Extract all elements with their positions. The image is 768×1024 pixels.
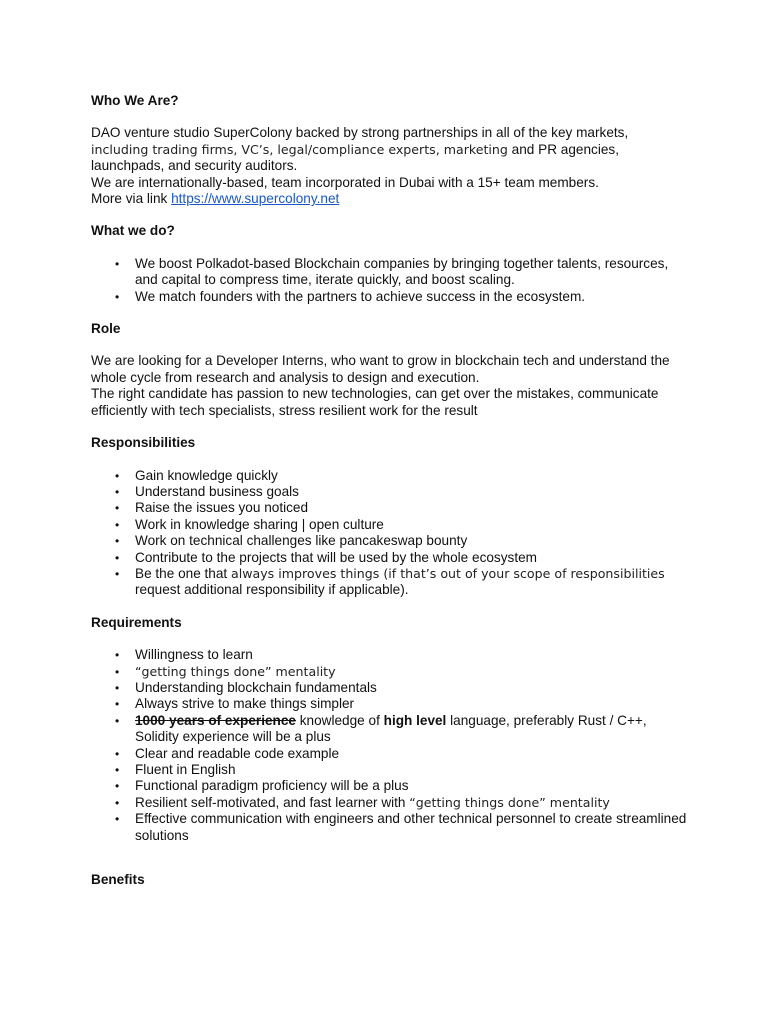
list-item: • Work in knowledge sharing | open culture: [115, 516, 384, 532]
requirements-list: [91, 647, 691, 844]
supercolony-link[interactable]: https://www.supercolony.net: [171, 191, 340, 207]
who-link-prefix: More via link: [91, 191, 172, 207]
bullet-icon: •: [115, 517, 120, 532]
bullet-icon: •: [115, 256, 120, 271]
bullet-icon: •: [115, 779, 120, 794]
list-item: • “getting things done” mentality: [115, 663, 336, 679]
requirements-heading: Requirements: [91, 614, 182, 630]
bullet-icon: •: [115, 289, 120, 304]
list-item: • Raise the issues you noticed: [115, 500, 309, 516]
who-line-1: DAO venture studio SuperColony backed by strong partnerships in all of the key markets,: [91, 125, 629, 141]
what-we-do-list: [91, 256, 691, 305]
list-item: • Contribute to the projects that will be used by the whole ecosystem: [115, 549, 537, 565]
bullet-icon: •: [115, 812, 120, 827]
bullet-icon: •: [115, 550, 120, 565]
bullet-icon: •: [115, 680, 120, 695]
responsibilities-list: [91, 468, 691, 599]
list-item: • We boost Polkadot-based Blockchain companies by bringing together talents, resources, and capital to compress time, iterate quickly, and boost scaling.: [115, 255, 669, 288]
bullet-icon: •: [115, 713, 120, 728]
benefits-heading: Benefits: [91, 872, 145, 888]
bullet-icon: •: [115, 468, 120, 483]
list-item: • Work on technical challenges like pancakeswap bounty: [115, 533, 468, 549]
role-paragraph-1: We are looking for a Developer Interns, who want to grow in blockchain tech and understand the whole cycle from research and analysis to design and execution.: [91, 353, 670, 385]
bullet-icon: •: [115, 648, 120, 663]
who-line-2-a: including trading firms, VC’s, legal/compliance experts, marketing: [91, 141, 508, 157]
who-line-2-b: and PR agencies,: [507, 141, 619, 157]
responsibilities-heading: Responsibilities: [91, 435, 196, 451]
bullet-icon: •: [115, 566, 120, 581]
who-line-4: We are internationally-based, team incorporated in Dubai with a 15+ team members.: [91, 174, 599, 190]
list-item: • Understand business goals: [115, 483, 299, 499]
who-line-5: [91, 191, 691, 207]
role-heading: Role: [91, 321, 121, 337]
role-paragraph-2: The right candidate has passion to new technologies, can get over the mistakes, communicate efficiently with tech specialists, stress resilient work for the result: [91, 386, 659, 418]
list-item: • Willingness to learn: [115, 647, 253, 663]
bullet-icon: •: [115, 501, 120, 516]
who-line-3: launchpads, and security auditors.: [91, 158, 298, 174]
list-item: • Fluent in English: [115, 762, 236, 777]
list-item: • Gain knowledge quickly: [115, 467, 278, 483]
list-item: • We match founders with the partners to achieve success in the ecosystem.: [115, 288, 586, 304]
list-item: • Resilient self-motivated, and fast learner with “getting things done” mentality: [115, 794, 610, 810]
struck-text: 1000 years of experience: [135, 712, 296, 728]
bullet-icon: •: [115, 664, 120, 679]
bullet-icon: •: [115, 795, 120, 810]
bullet-icon: •: [115, 534, 120, 549]
bullet-icon: •: [115, 697, 120, 712]
document-page: [91, 93, 691, 888]
list-item: • Effective communication with engineers and other technical personnel to create streamlined solutions: [115, 811, 687, 843]
bullet-icon: •: [115, 763, 120, 777]
bullet-icon: •: [115, 484, 120, 499]
who-we-are-heading: Who We Are?: [91, 93, 179, 108]
bullet-icon: •: [115, 746, 120, 761]
list-item: • Be the one that always improves things (if that’s out of your scope of responsibilities request additional responsibility if applicable).: [115, 565, 665, 598]
list-item: • Understanding blockchain fundamentals: [115, 679, 377, 695]
list-item: • 1000 years of experience knowledge of high level language, preferably Rust / C++, Solidity experience will be a plus: [115, 712, 647, 745]
who-line-2: [91, 142, 691, 158]
list-item: • Always strive to make things simpler: [115, 696, 355, 712]
what-we-do-heading: What we do?: [91, 223, 175, 239]
list-item: • Clear and readable code example: [115, 745, 340, 761]
list-item: • Functional paradigm proficiency will be a plus: [115, 778, 409, 794]
